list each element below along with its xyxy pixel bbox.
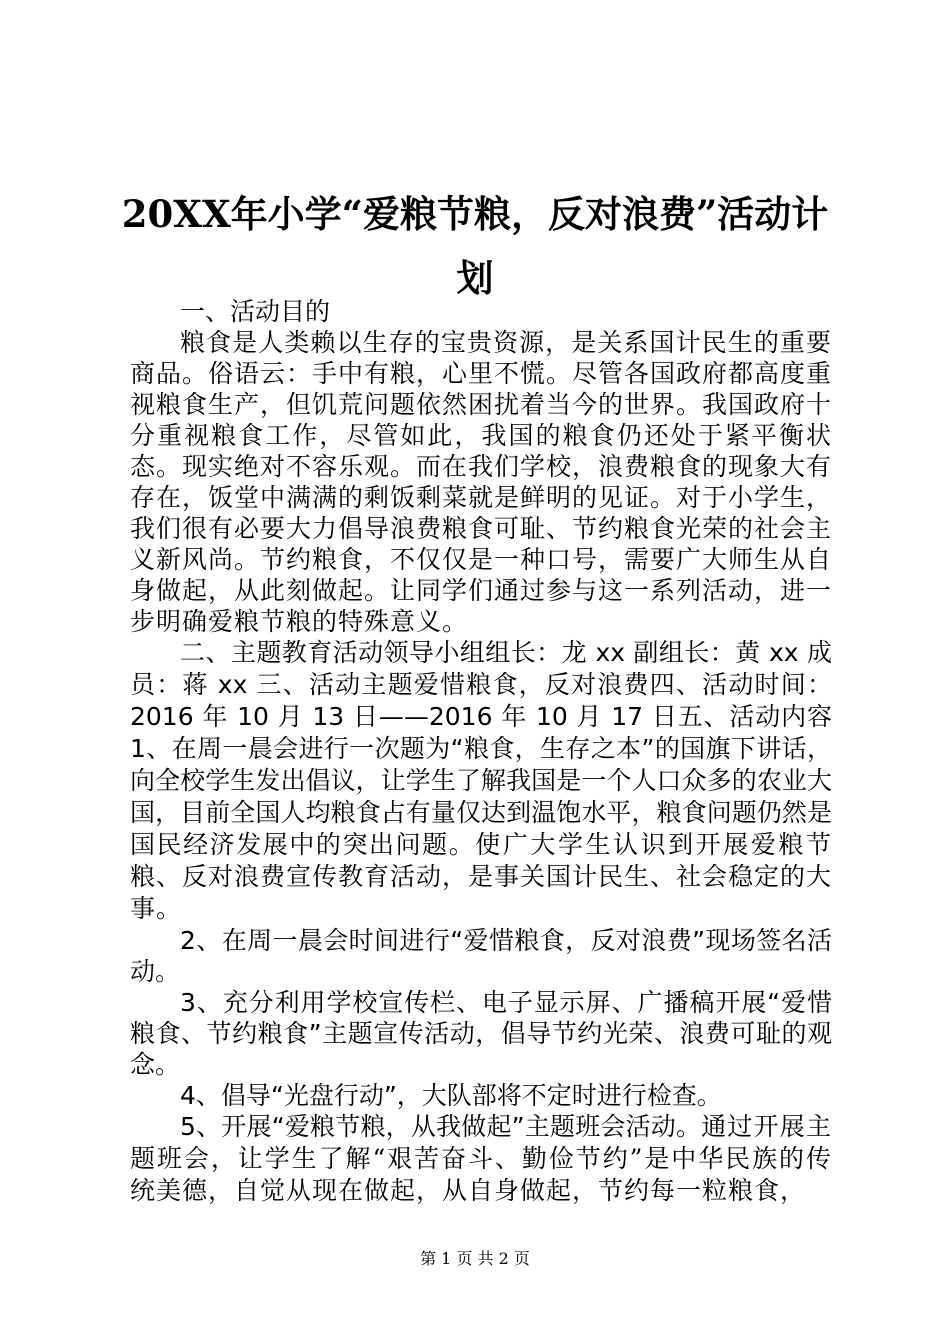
paragraph-item-5-main: 5、开展“爱粮节粮，从我做起”主题班会活动。 [180, 1112, 702, 1141]
paragraph-item-3: 3、充分利用学校宣传栏、电子显示屏、广播稿开展“爱惜粮食、节约粮食”主题宣传活动，倡导节约光荣、浪费可耻的观念。 [130, 988, 832, 1079]
paragraph-item-4: 4、倡导“光盘行动”，大队部将不定时进行检查。 [180, 1081, 722, 1110]
paragraph-item-5-tail: 通过开展主题班会，让学生了解“艰苦奋斗、勤俭节约”是中华民族的传统美德，自觉从现在做起，从自身做起，节约每一粒粮食， [130, 1112, 832, 1205]
paragraph-organization-main: 二、主题教育活动领导小组组长：龙 xx 副组长：黄 xx 成员：蒋 xx 三、活动主题爱惜粮食，反对浪费四、活动时间：2016 年 10 月 13 日——2016 年 10 月 17 日五、活动内容 1、在周一晨会进行一次题为“粮食，生存之本”的国旗下讲话，向全校学生发出倡议，让学生了解我国是一个人口众多的农业大国，目前全国人均粮食占有量仅达到温饱水平，粮食问题仍然是国民经济发展中的突出问题。 [130, 638, 832, 859]
document-body [130, 296, 832, 1207]
paragraph-item-2: 2、在周一晨会时间进行“爱惜粮食，反对浪费”现场签名活动。 [130, 926, 832, 986]
paragraph-item-5 [130, 1111, 832, 1207]
document-title: 20XX年小学“爱粮节粮，反对浪费”活动计划 [121, 192, 829, 300]
paragraph-organization [130, 637, 832, 925]
section-heading-purpose: 一、活动目的 [180, 297, 331, 326]
page-footer: 第 1 页 共 2 页 [420, 1249, 530, 1268]
paragraph-purpose: 粮食是人类赖以生存的宝贵资源，是关系国计民生的重要商品。俗语云：手中有粮，心里不慌。尽管各国政府都高度重视粮食生产，但饥荒问题依然困扰着当今的世界。我国政府十分重视粮食工作，尽管如此，我国的粮食仍还处于紧平衡状态。现实绝对不容乐观。而在我们学校，浪费粮食的现象大有存在，饭堂中满满的剩饭剩菜就是鲜明的见证。对于小学生，我们很有必要大力倡导浪费粮食可耻、节约粮食光荣的社会主义新风尚。节约粮食，不仅仅是一种口号，需要广大师生从自身做起，从此刻做起。让同学们通过参与这一系列活动，进一步明确爱粮节粮的特殊意义。 [130, 328, 833, 636]
paragraph-organization-tail: 使广大学生认识到开展爱粮节粮、反对浪费宣传教育活动，是事关国计民生、社会稳定的大事。 [130, 830, 833, 923]
